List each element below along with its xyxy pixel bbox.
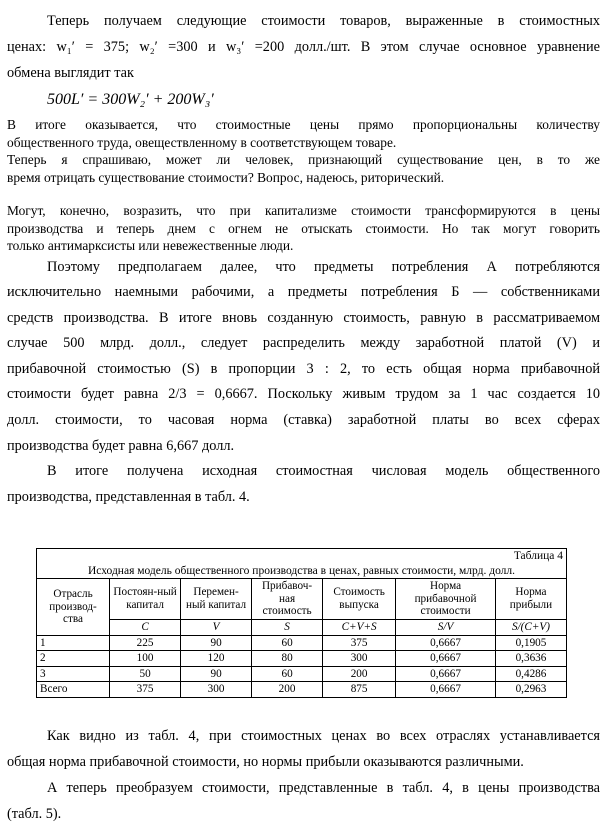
text-line: ценах: w₁′ = 375; w₂′ =300 и w₃′ =200 долл./шт. В этом случае основное уравнение	[7, 39, 600, 55]
column-symbol: V	[181, 619, 252, 635]
text-line: общая норма прибавочной стоимости, но нормы прибыли оказываются различными.	[7, 754, 524, 770]
table-cell: 0,4286	[495, 666, 566, 682]
table-header-row	[37, 579, 567, 620]
table-4	[36, 548, 567, 698]
column-header: Перемен-ный капитал	[181, 579, 252, 620]
column-header: Норма прибыли	[495, 579, 566, 620]
text-line: производства, представленная в табл. 4.	[7, 488, 250, 505]
table-row-total	[37, 682, 567, 698]
table-cell: 2	[37, 651, 110, 667]
paragraph-transform	[7, 775, 600, 827]
column-header: Стоимость выпуска	[323, 579, 396, 620]
exchange-equation: 500L′ = 300W₂′ + 200W₃′	[47, 91, 214, 108]
table-row	[37, 651, 567, 667]
column-symbol: S/(C+V)	[495, 619, 566, 635]
table-cell: 0,2963	[495, 682, 566, 698]
table-symbol-row	[37, 619, 567, 635]
text-line: А теперь преобразуем стоимости, представленные в табл. 4, в цены производства	[47, 780, 600, 796]
text-line: В итоге оказывается, что стоимостные цены прямо пропорциональны количеству	[7, 117, 600, 132]
table-cell: 1	[37, 635, 110, 651]
text-line: общественного труда, овеществленному в соответствующем товаре.	[7, 134, 397, 150]
table-cell: 0,6667	[396, 666, 496, 682]
document-body	[7, 8, 600, 510]
column-symbol: C+V+S	[323, 619, 396, 635]
paragraph-model	[7, 459, 600, 510]
column-symbol: C	[110, 619, 181, 635]
table-cell: 90	[181, 635, 252, 651]
table-cell: 200	[252, 682, 323, 698]
table-cell: 60	[252, 666, 323, 682]
text-line: время отрицать существование стоимости? Вопрос, надеюсь, риторический.	[7, 169, 445, 185]
table-cell: 375	[323, 635, 396, 651]
column-symbol: S/V	[396, 619, 496, 635]
text-line: только антимарксисты или невежественные люди.	[7, 238, 294, 253]
text-line: Теперь я спрашиваю, может ли человек, признающий существование цен, в то же	[7, 152, 600, 167]
table-cell: 0,1905	[495, 635, 566, 651]
table-cell: 0,6667	[396, 682, 496, 698]
table-cell: Всего	[37, 682, 110, 698]
paragraph-objection	[7, 202, 600, 255]
document-body-after-table	[7, 723, 600, 827]
table-cell: 120	[181, 651, 252, 667]
table-cell: 80	[252, 651, 323, 667]
paragraph-assumption	[7, 255, 600, 460]
table-label: Таблица 4	[37, 549, 567, 564]
text-line: обмена выглядит так	[7, 65, 134, 81]
table-cell: 300	[323, 651, 396, 667]
table-cell: 225	[110, 635, 181, 651]
paragraph-conclusion	[7, 116, 600, 186]
table-cell: 200	[323, 666, 396, 682]
text-line: (табл. 5).	[7, 806, 62, 822]
table-cell: 3	[37, 666, 110, 682]
text-line: средств производства. В итоге вновь созданную стоимость, равную в рассматриваемом	[7, 309, 600, 326]
text-line: случае 500 млрд. долл., следует распределить между заработной платой (V) и	[7, 335, 600, 352]
column-symbol: S	[252, 619, 323, 635]
text-line: стоимости будет равна 2/3 = 0,6667. Поскольку живым трудом за 1 час создается 10	[7, 386, 600, 403]
text-line: производства и теперь днем с огнем не отыскать стоимости. Но так могут говорить	[7, 220, 600, 236]
text-line: производства будет равна 6,667 долл.	[7, 437, 235, 454]
text-line: Поэтому предполагаем далее, что предметы потребления А потребляются	[47, 258, 600, 275]
text-line: долл. стоимости, то часовая норма (ставка) заработной платы во всех сферах	[7, 412, 600, 429]
table-title: Исходная модель общественного производства в ценах, равных стоимости, млрд. долл.	[37, 564, 567, 579]
text-line: исключительно наемными рабочими, а предметы потребления Б — собственниками	[7, 284, 600, 301]
table-cell: 0,6667	[396, 635, 496, 651]
column-header: Отрасль производ-ства	[37, 579, 110, 635]
text-line: Теперь получаем следующие стоимости товаров, выраженные в стоимостных	[47, 13, 600, 29]
text-line: В итоге получена исходная стоимостная числовая модель общественного	[47, 463, 600, 480]
table-cell: 375	[110, 682, 181, 698]
table-cell: 50	[110, 666, 181, 682]
column-header: Постоян-ный капитал	[110, 579, 181, 620]
table-row	[37, 666, 567, 682]
text-line: прибавочной стоимостью (S) в пропорции 3 : 2, то есть общая норма прибавочной	[7, 360, 600, 377]
table-cell: 0,3636	[495, 651, 566, 667]
paragraph-table-summary	[7, 723, 600, 775]
table-cell: 90	[181, 666, 252, 682]
text-line: Как видно из табл. 4, при стоимостных ценах во всех отраслях устанавливается	[47, 728, 600, 744]
table-row	[37, 635, 567, 651]
column-header: Прибавоч-ная стоимость	[252, 579, 323, 620]
table-cell: 300	[181, 682, 252, 698]
table-cell: 875	[323, 682, 396, 698]
paragraph-prices	[7, 8, 600, 86]
text-line: Могут, конечно, возразить, что при капитализме стоимости трансформируются в цены	[7, 203, 600, 218]
table-cell: 0,6667	[396, 651, 496, 667]
column-header: Норма прибавочной стоимости	[396, 579, 496, 620]
table-cell: 60	[252, 635, 323, 651]
table-cell: 100	[110, 651, 181, 667]
